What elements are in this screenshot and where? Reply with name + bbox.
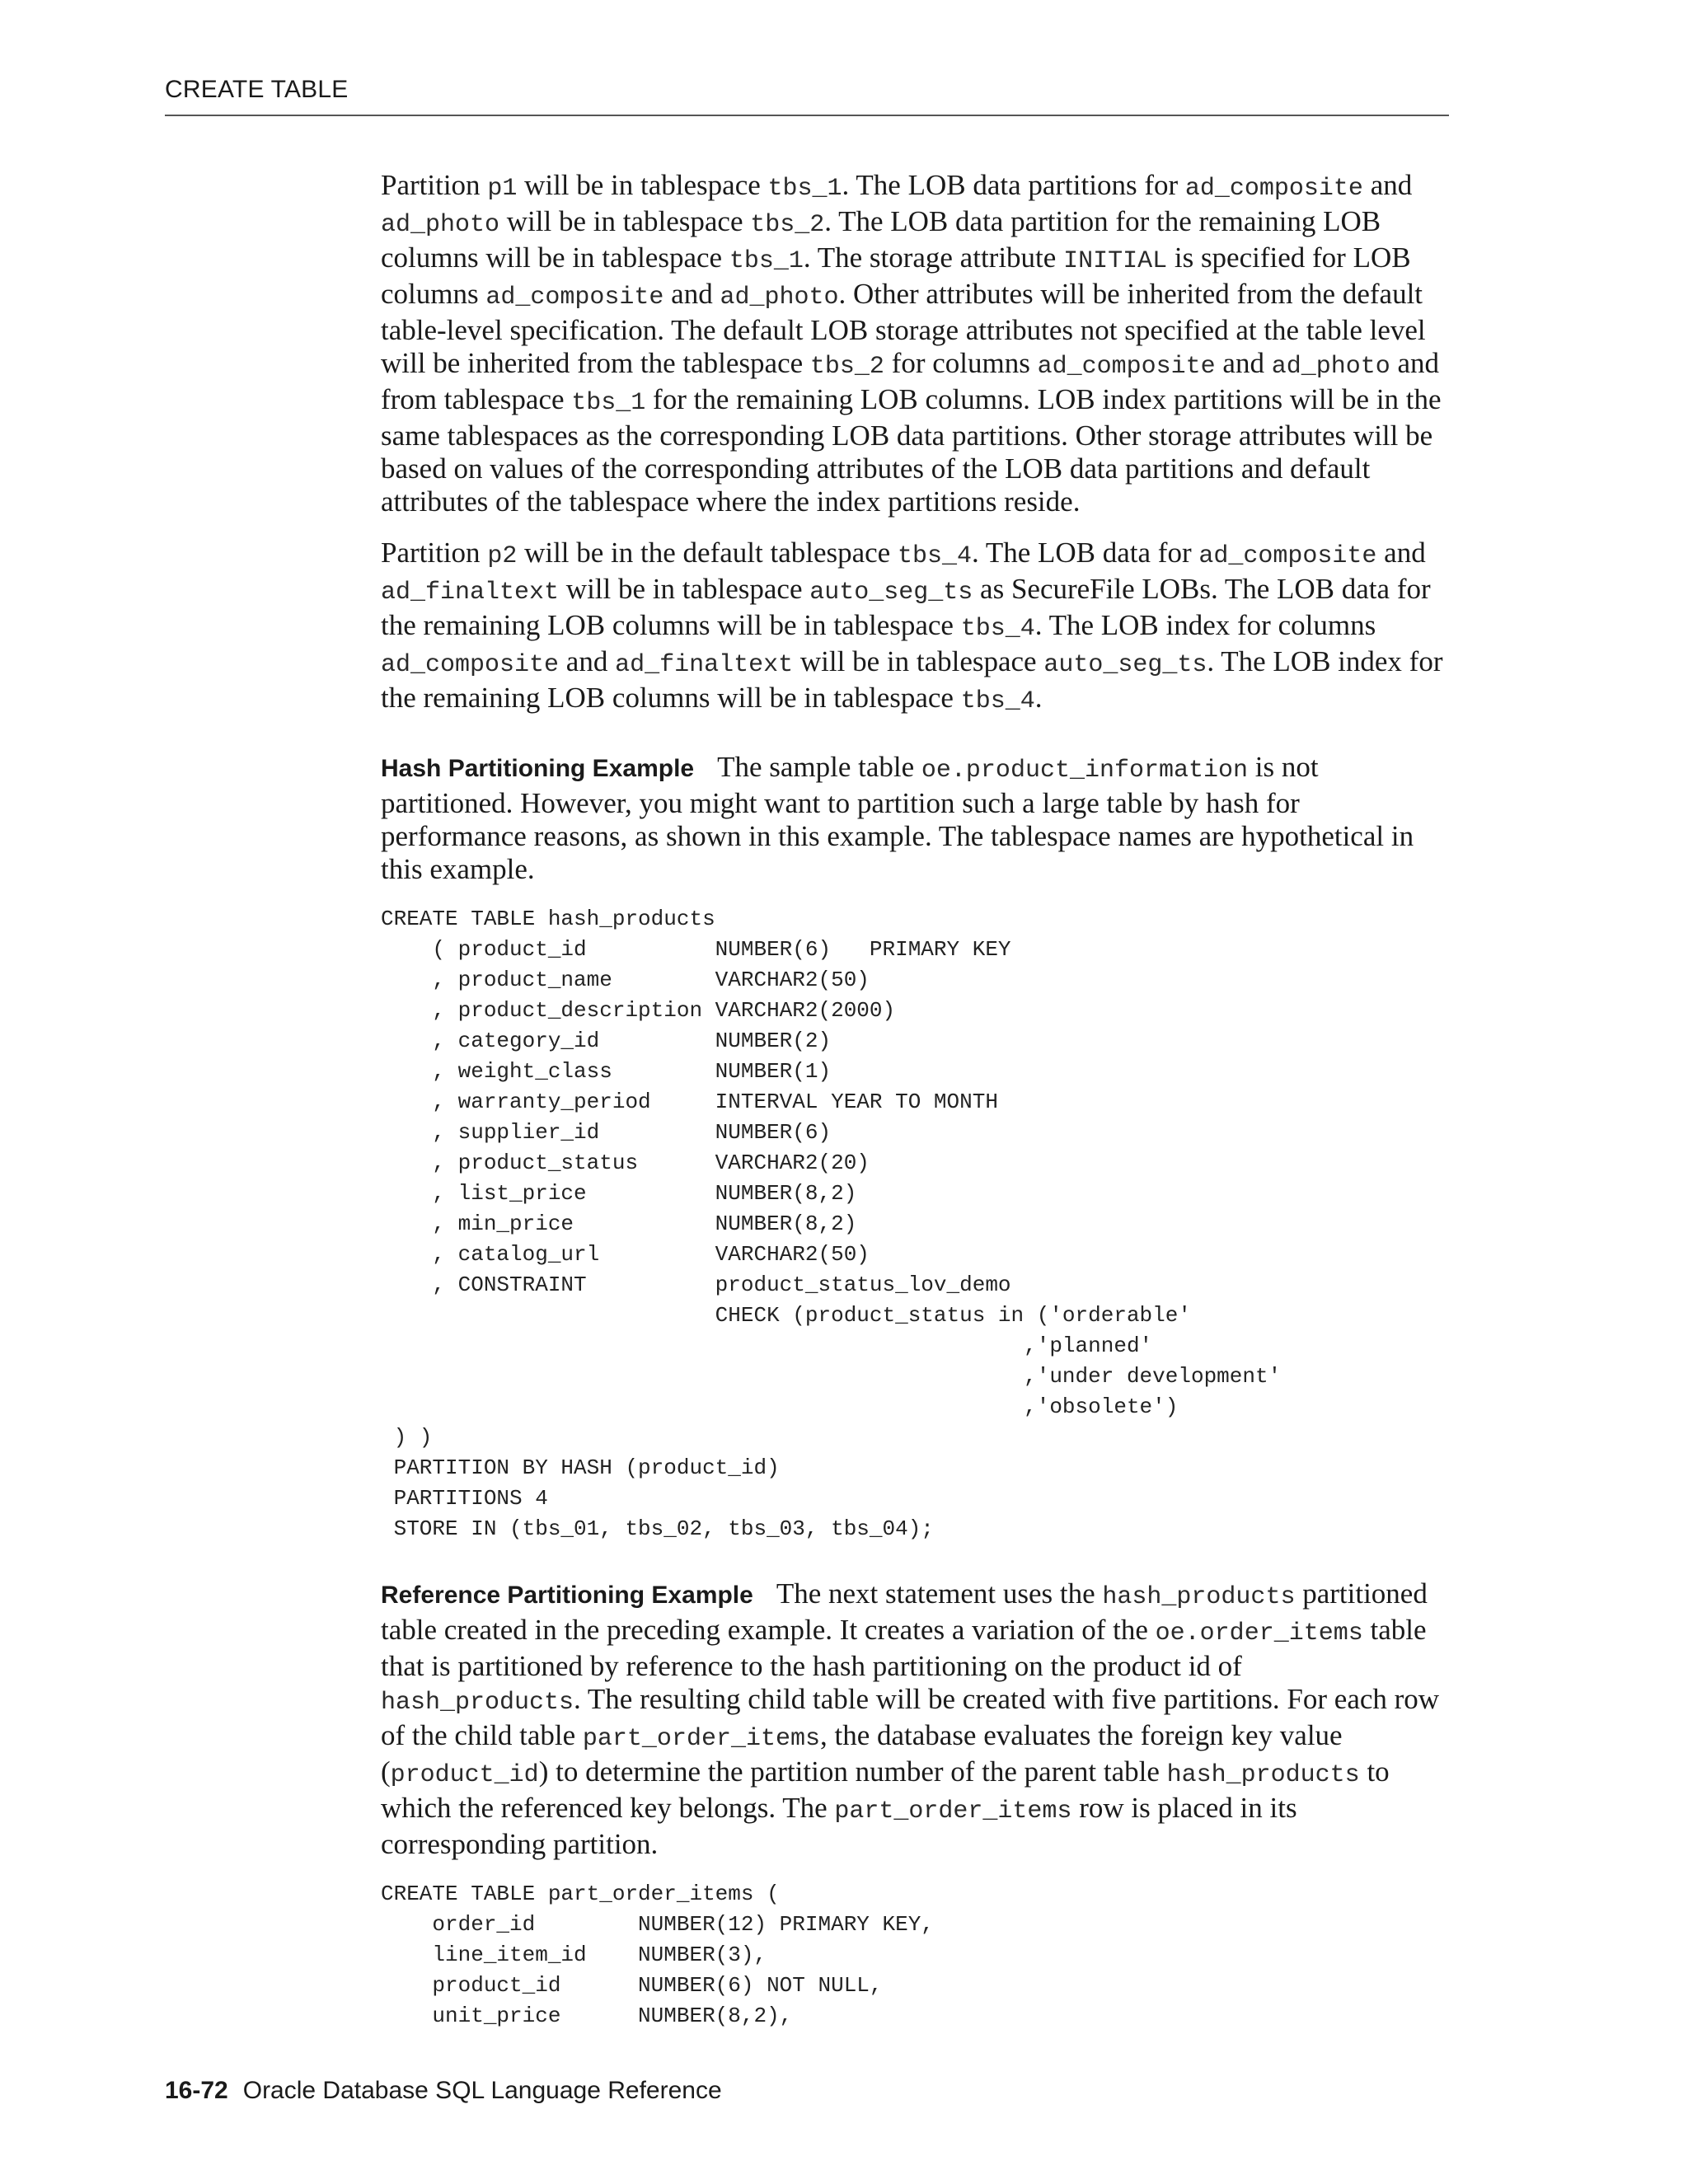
text-run: . The LOB index for columns — [1034, 609, 1376, 641]
page-footer — [165, 2077, 722, 2105]
inline-code: tbs_4 — [960, 687, 1035, 715]
inline-code: tbs_2 — [750, 211, 825, 239]
inline-code: p2 — [487, 542, 518, 570]
inline-code: tbs_4 — [897, 542, 972, 570]
inline-code: ad_composite — [485, 284, 664, 312]
reference-partitioning-text — [381, 1577, 1439, 1860]
text-run: and — [559, 645, 616, 677]
text-run: and — [663, 278, 720, 310]
text-run: . The resulting child table will be created with five partitions. For each row of the child table — [381, 1683, 1440, 1751]
inline-code: ad_composite — [1184, 175, 1363, 203]
inline-code: tbs_4 — [960, 615, 1035, 643]
text-run: for columns — [884, 347, 1038, 379]
text-run: is specified for LOB columns — [381, 241, 1411, 310]
inline-code: hash_products — [381, 1689, 574, 1717]
text-run: partitioned table created in the preceding example. It creates a variation of the — [381, 1577, 1428, 1646]
running-header: CREATE TABLE — [165, 76, 349, 103]
inline-code: ad_photo — [720, 284, 839, 312]
inline-code: INITIAL — [1063, 247, 1168, 275]
text-run: and — [1215, 347, 1272, 379]
inline-code: tbs_1 — [571, 389, 646, 417]
inline-code: ad_finaltext — [615, 651, 794, 679]
text-run: will be in the default tablespace — [517, 537, 898, 569]
inline-code: auto_seg_ts — [809, 579, 973, 607]
text-run: ) to determine the partition number of the parent table — [538, 1755, 1167, 1788]
text-run: is not partitioned. However, you might want to partition such a large table by hash for performance reasons, as shown in this example. The tablespace names are hypothetical in this example. — [381, 751, 1414, 885]
inline-code: hash_products — [1102, 1583, 1296, 1611]
text-run: will be in tablespace — [517, 169, 768, 201]
part-order-items-code: CREATE TABLE part_order_items ( order_id NUMBER(12) PRIMARY KEY, line_item_id NUMBER(3), product_id NUMBER(6) NOT NULL, unit_price NUMBER(8,2), — [381, 1882, 934, 2028]
inline-code: ad_composite — [381, 651, 560, 679]
text-run: to which the referenced key belongs. The — [381, 1755, 1390, 1824]
text-run: . The LOB data partitions for — [842, 169, 1185, 201]
inline-code: hash_products — [1166, 1761, 1360, 1789]
text-run: table that is partitioned by reference to the hash partitioning on the product id of — [381, 1614, 1427, 1682]
inline-code: ad_photo — [1271, 353, 1390, 381]
paragraph-partition-p2 — [381, 537, 1449, 718]
inline-code: tbs_2 — [809, 353, 884, 381]
inline-code: ad_composite — [1037, 353, 1216, 381]
text-run: , the database evaluates the foreign key value ( — [381, 1719, 1343, 1788]
text-run: and — [1376, 537, 1426, 569]
reference-partitioning-paragraph — [381, 1577, 1449, 1861]
text-run: row is placed in its corresponding partition. — [381, 1792, 1297, 1860]
reference-partitioning-heading: Reference Partitioning Example — [381, 1582, 753, 1609]
text-run: . The LOB index for the remaining LOB columns will be in tablespace — [381, 645, 1443, 714]
inline-code: tbs_1 — [767, 175, 842, 203]
text-run: as SecureFile LOBs. The LOB data for the remaining LOB columns will be in tablespace — [381, 573, 1431, 641]
text-run: . The LOB data for — [971, 537, 1199, 569]
inline-code: product_id — [390, 1761, 539, 1789]
text-run: . — [1034, 682, 1043, 714]
inline-code: ad_photo — [381, 211, 500, 239]
text-run: The next statement uses the — [776, 1577, 1103, 1610]
text-run: . Other attributes will be inherited from the default table-level specification. The default LOB storage attributes not specified at the table level will be inherited from the tablespace — [381, 278, 1426, 379]
book-title: Oracle Database SQL Language Reference — [242, 2077, 722, 2104]
text-run: Partition — [381, 537, 488, 569]
hash-products-code: CREATE TABLE hash_products ( product_id NUMBER(6) PRIMARY KEY , product_name VARCHAR2(50) , product_description VARCHAR2(2000) , category_id NUMBER(2) , weight_class NUMBER(1) , warranty_period INTERVAL YEAR TO MONTH , supplier_id NUMBER(6) , product_status VARCHAR2(20) , list_price NUMBER(8,2) , min_price NUMBER(8,2) , catalog_url VARCHAR2(50) , CONSTRAINT product_status_lov_demo CHECK (product_status in ('orderable' ,'planned' ,'under development' ,'obsolete') ) ) PARTITION BY HASH (product_id) PARTITIONS 4 STORE IN (tbs_01, tbs_02, tbs_03, tbs_04); — [381, 907, 1282, 1541]
text-run: for the remaining LOB columns. LOB index partitions will be in the same tablespaces as the corresponding LOB data partitions. Other storage attributes will be based on values of the corresponding attributes of the LOB data partitions and default attributes of the tablespace where the index partitions reside. — [381, 383, 1442, 518]
text-run: will be in tablespace — [559, 573, 810, 605]
inline-code: tbs_1 — [729, 247, 804, 275]
header-rule — [165, 115, 1449, 116]
inline-code: ad_finaltext — [381, 579, 560, 607]
inline-code: auto_seg_ts — [1043, 651, 1207, 679]
page-number: 16-72 — [165, 2077, 228, 2104]
hash-partitioning-heading: Hash Partitioning Example — [381, 755, 695, 782]
inline-code: part_order_items — [834, 1797, 1072, 1825]
inline-code: p1 — [487, 175, 518, 203]
text-run: will be in tablespace — [793, 645, 1044, 677]
inline-code: part_order_items — [582, 1725, 820, 1753]
text-run: Partition — [381, 169, 488, 201]
text-run: . The LOB data partition for the remaining LOB columns will be in tablespace — [381, 205, 1381, 274]
text-run: . The storage attribute — [803, 241, 1064, 274]
text-run: and — [1362, 169, 1413, 201]
hash-partitioning-paragraph — [381, 751, 1449, 886]
text-run: The sample table — [717, 751, 921, 783]
page-body — [381, 169, 1449, 2046]
inline-code: ad_composite — [1198, 542, 1377, 570]
paragraph-partition-p1 — [381, 169, 1449, 518]
text-run: will be in tablespace — [499, 205, 751, 237]
text-run: and from tablespace — [381, 347, 1440, 415]
inline-code: oe.product_information — [921, 757, 1248, 785]
inline-code: oe.order_items — [1155, 1619, 1363, 1647]
